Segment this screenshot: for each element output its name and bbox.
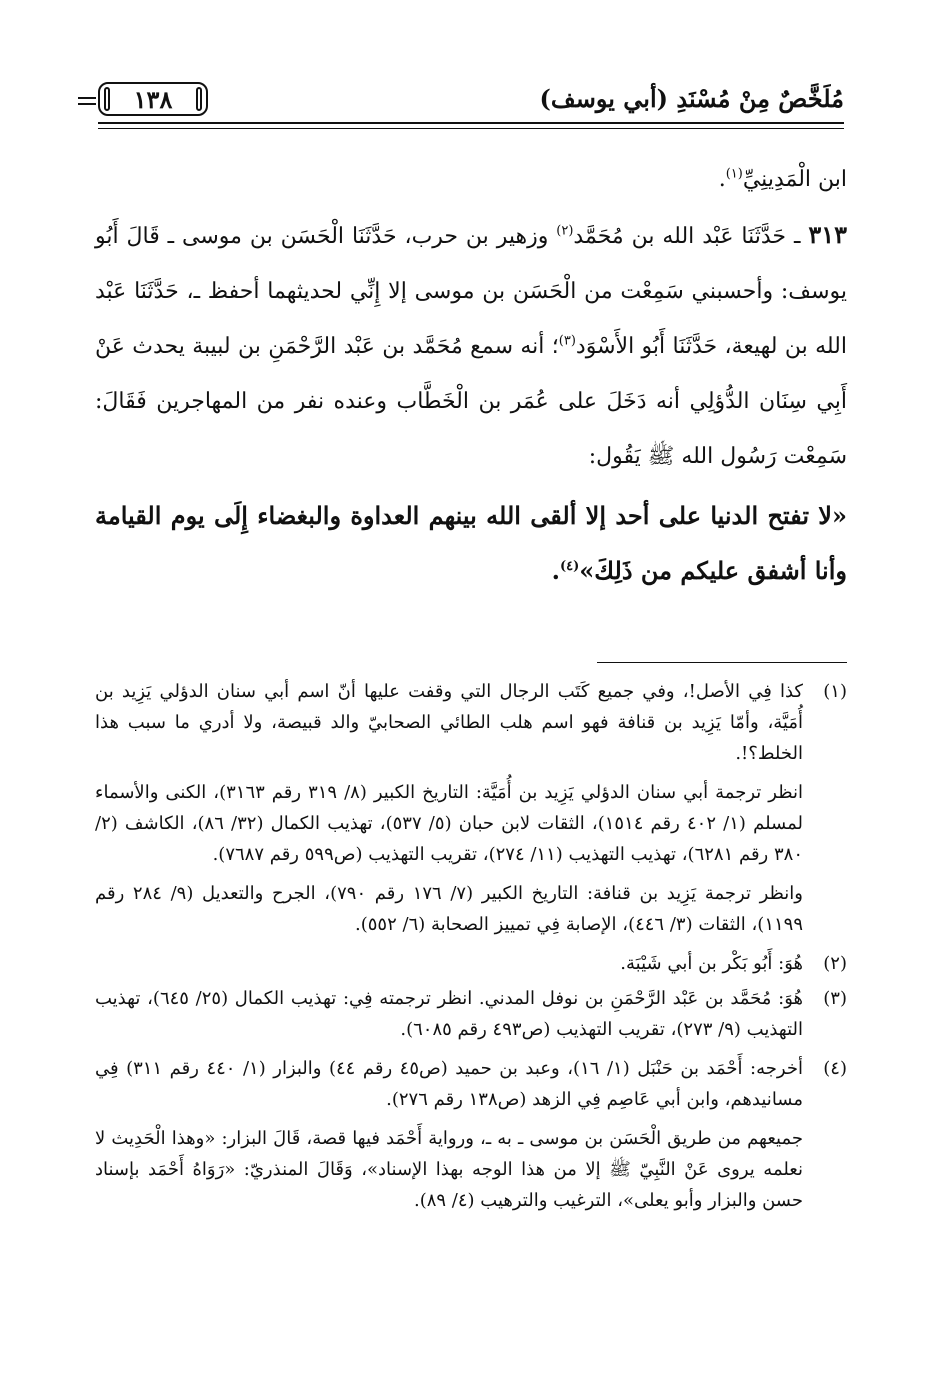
hadith-isnad [95,207,847,484]
footnote-body [95,983,803,1045]
hadith-matn [95,488,847,598]
footnote-mark: (١) [823,681,847,702]
footnote-mark: (٢) [823,953,847,974]
hadith-end: . [551,556,560,585]
footnote-ref-1: (١) [725,166,743,182]
footnote-3 [95,983,847,1045]
header-rule [98,122,844,129]
footnote-body [95,676,803,940]
footnote-paragraph: جميعهم من طريق الْحَسَن بن موسى ـ به ـ، ورواية أَحْمَد فيها قصة، قَالَ البزار: «وهذا الْحَدِيث لا نعلمه يروى عَنْ النَّبِيّ ﷺ إلا من هذا الوجه بهذا الإسناد»، وَقَالَ المنذريّ: «رَوَاهُ أَحْمَد بإسناد حسن والبزار وأبو يعلى»، الترغيب والترهيب (٤/ ٨٩). [95,1128,804,1211]
footnote-ref-2: (٢) [556,223,574,239]
footnotes [95,676,847,1224]
footnote-paragraph: كذا فِي الأصل!، وفي جميع كَتَب الرجال التي وقفت عليها أنّ اسم أبي سنان الدؤلي يَزِيد بن أُمَيَّة، وأمّا يَزِيد بن قنافة فهو اسم هلب الطائي الصحابيّ والد قبيصة، ولا أدري ما سبب هذا الخلط؟!. [95,681,803,764]
continuation-text: ابن الْمَدِينِيِّ [742,167,847,192]
continuation-end: . [718,167,726,192]
footnote-separator [597,662,847,663]
page-header [98,82,844,124]
footnote-paragraph: هُوَ: مُحَمَّد بن عَبْد الرَّحْمَنِ بن نوفل المدني. انظر ترجمته فِي: تهذيب الكمال (٢٥/ ٦٤٥)، تهذيب التهذيب (٩/ ٢٧٣)، تقريب التهذيب (ص٤٩٣ رقم ٦٠٨٥). [95,988,803,1040]
page-number: ١٣٨ [98,82,208,116]
header-ornament-rule [78,97,96,105]
footnote-mark: (٣) [823,988,847,1009]
footnote-1 [95,676,847,940]
hadith-text: «لا تفتح الدنيا على أحد إلا ألقى الله بينهم العداوة والبغضاء إِلَى يوم القيامة وأنا أشفق عليكم من ذَلِكَ» [95,501,847,585]
footnote-paragraph: أخرجه: أَحْمَد بن حَنْبَل (١/ ١٦)، وعبد بن حميد (ص٤٥ رقم ٤٤) والبزار (١/ ٤٤٠ رقم ٣١١) فِي مسانيدهم، وابن أبي عَاصِم فِي الزهد (ص١٣٨ رقم ٢٧٦). [95,1058,803,1110]
isnad-part-2: وزهير بن حرب، حَدَّثَنَا الْحَسَن بن موسى ـ قَالَ أَبُو يوسف: وأحسبني سَمِعْت من الْحَسَن بن موسى إلا إِنِّي لحديثهما أحفظ ـ، حَدَّثَنَا عَبْد الله بن لهيعة، حَدَّثَنَا أَبُو الأَسْوَد [95,224,847,359]
isnad-part-1: ـ حَدَّثَنَا عَبْد الله بن مُحَمَّد [573,224,809,249]
footnote-paragraph: هُوَ: أَبُو بَكْر بن أبي شَيْبَة. [620,953,803,974]
continuation-line [95,152,847,207]
footnote-ref-3: (٣) [558,333,576,349]
footnote-mark: (٤) [823,1058,847,1079]
footnote-body [95,1053,803,1216]
hadith-number: ٣١٣ [808,220,847,249]
footnote-body [95,948,803,979]
isnad-part-3: ؛ أنه سمع مُحَمَّد بن عَبْد الرَّحْمَنِ بن لبيبة يحدث عَنْ أَبِي سِنَان الدُّؤلِي أنه دَخَلَ على عُمَر بن الْخَطَّاب وعنده نفر من المهاجرين فَقَالَ: سَمِعْت رَسُول الله ﷺ يَقُول: [95,334,847,469]
footnote-paragraph: انظر ترجمة أبي سنان الدؤلي يَزِيد بن أُمَيَّة: التاريخ الكبير (٨/ ٣١٩ رقم ٣١٦٣)، الكنى والأسماء لمسلم (١/ ٤٠٢ رقم ١٥١٤)، الثقات لابن حبان (٥/ ٥٣٧)، تهذيب الكمال (٣٢/ ٨٦)، الكاشف (٢/ ٣٨٠ رقم ٦٢٨١)، تهذيب التهذيب (١١/ ٢٧٤)، تقريب التهذيب (ص٥٩٩ رقم ٧٦٨٧). [95,782,803,865]
footnote-2 [95,948,847,979]
footnote-4 [95,1053,847,1216]
running-title: مُلَخَّصٌ مِنْ مُسْنَدِ (أبي يوسف) [539,84,844,113]
main-text [95,152,847,598]
footnote-paragraph: وانظر ترجمة يَزِيد بن قنافة: التاريخ الكبير (٧/ ١٧٦ رقم ٧٩٠)، الجرح والتعديل (٩/ ٢٨٤ رقم ١١٩٩)، الثقات (٣/ ٤٤٦)، الإصابة فِي تمييز الصحابة (٦/ ٥٥٢). [95,883,803,935]
footnote-ref-4: (٤) [560,559,580,574]
